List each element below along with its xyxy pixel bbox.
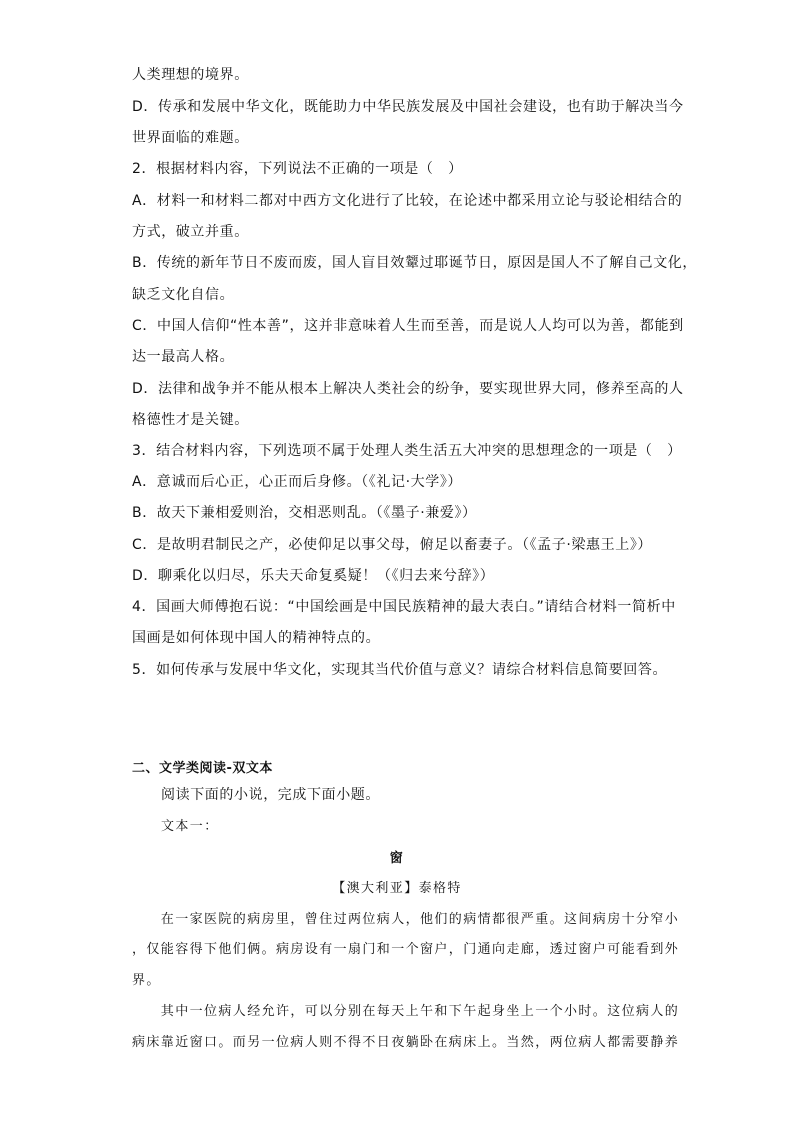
question-line: 方式，破立并重。: [132, 224, 249, 240]
question-line: D．法律和战争并不能从根本上解决人类社会的纷争，要实现世界大同，修养至高的人: [132, 381, 684, 397]
story-paragraph-line: 其中一位病人经允许，可以分别在每天上午和下午起身坐上一个小时。这位病人的: [132, 1004, 680, 1019]
question-line: 2．根据材料内容，下列说法不正确的一项是（ ）: [132, 161, 463, 177]
section-heading: 二、文学类阅读-双文本: [132, 761, 273, 776]
question-line: 3．结合材料内容，下列选项不属于处理人类生活五大冲突的思想理念的一项是（ ）: [132, 443, 682, 459]
question-line: A．材料一和材料二都对中西方文化进行了比较，在论述中都采用立论与驳论相结合的: [132, 193, 683, 209]
question-line: 达一最高人格。: [132, 349, 235, 365]
story-byline: 【澳大利亚】泰格特: [332, 881, 462, 896]
question-line: D．聊乘化以归尽，乐夫天命复奚疑！（《归去来兮辞》）: [132, 568, 495, 584]
story-paragraph-line: 病床靠近窗口。而另一位病人则不得不日夜躺卧在病床上。当然，两位病人都需要静养: [132, 1035, 680, 1050]
question-line: 缺乏文化自信。: [132, 287, 235, 303]
question-line: 5．如何传承与发展中华文化，实现其当代价值与意义？请综合材料信息简要回答。: [132, 662, 668, 678]
story-paragraph-line: 界。: [132, 973, 161, 988]
question-line: 4．国画大师傅抱石说：“中国绘画是中国民族精神的最大表白。”请结合材料一简析中: [132, 599, 676, 615]
text-label: 文本一：: [161, 819, 219, 834]
question-line: 国画是如何体现中国人的精神特点的。: [132, 630, 381, 646]
question-line: A．意诚而后心正，心正而后身修。（《礼记·大学》）: [132, 474, 463, 490]
question-line: C．是故明君制民之产，必使仰足以事父母，俯足以畜妻子。（《孟子·梁惠王上》）: [132, 537, 653, 553]
question-line: 世界面临的难题。: [132, 130, 249, 146]
story-title: 窗: [389, 851, 405, 866]
question-line: 人类理想的境界。: [132, 67, 249, 83]
question-line: C．中国人信仰“性本善”，这并非意味着人生而至善，而是说人人均可以为善，都能到: [132, 318, 684, 334]
question-line: 格德性才是关键。: [132, 412, 249, 428]
question-line: D．传承和发展中华文化，既能助力中华民族发展及中国社会建设，也有助于解决当今: [132, 99, 684, 115]
question-line: B．传统的新年节日不废而废，国人盲目效颦过耶诞节日，原因是国人不了解自己文化，: [132, 255, 698, 271]
story-paragraph-line: ，仅能容得下他们俩。病房设有一扇门和一个窗户，门通向走廊，透过窗户可能看到外: [132, 942, 680, 957]
section-instruction: 阅读下面的小说，完成下面小题。: [161, 787, 380, 803]
question-line: B．故天下兼相爱则治，交相恶则乱。（《墨子·兼爱》）: [132, 505, 477, 521]
story-paragraph-line: 在一家医院的病房里，曾住过两位病人，他们的病情都很严重。这间病房十分窄小: [132, 912, 680, 927]
